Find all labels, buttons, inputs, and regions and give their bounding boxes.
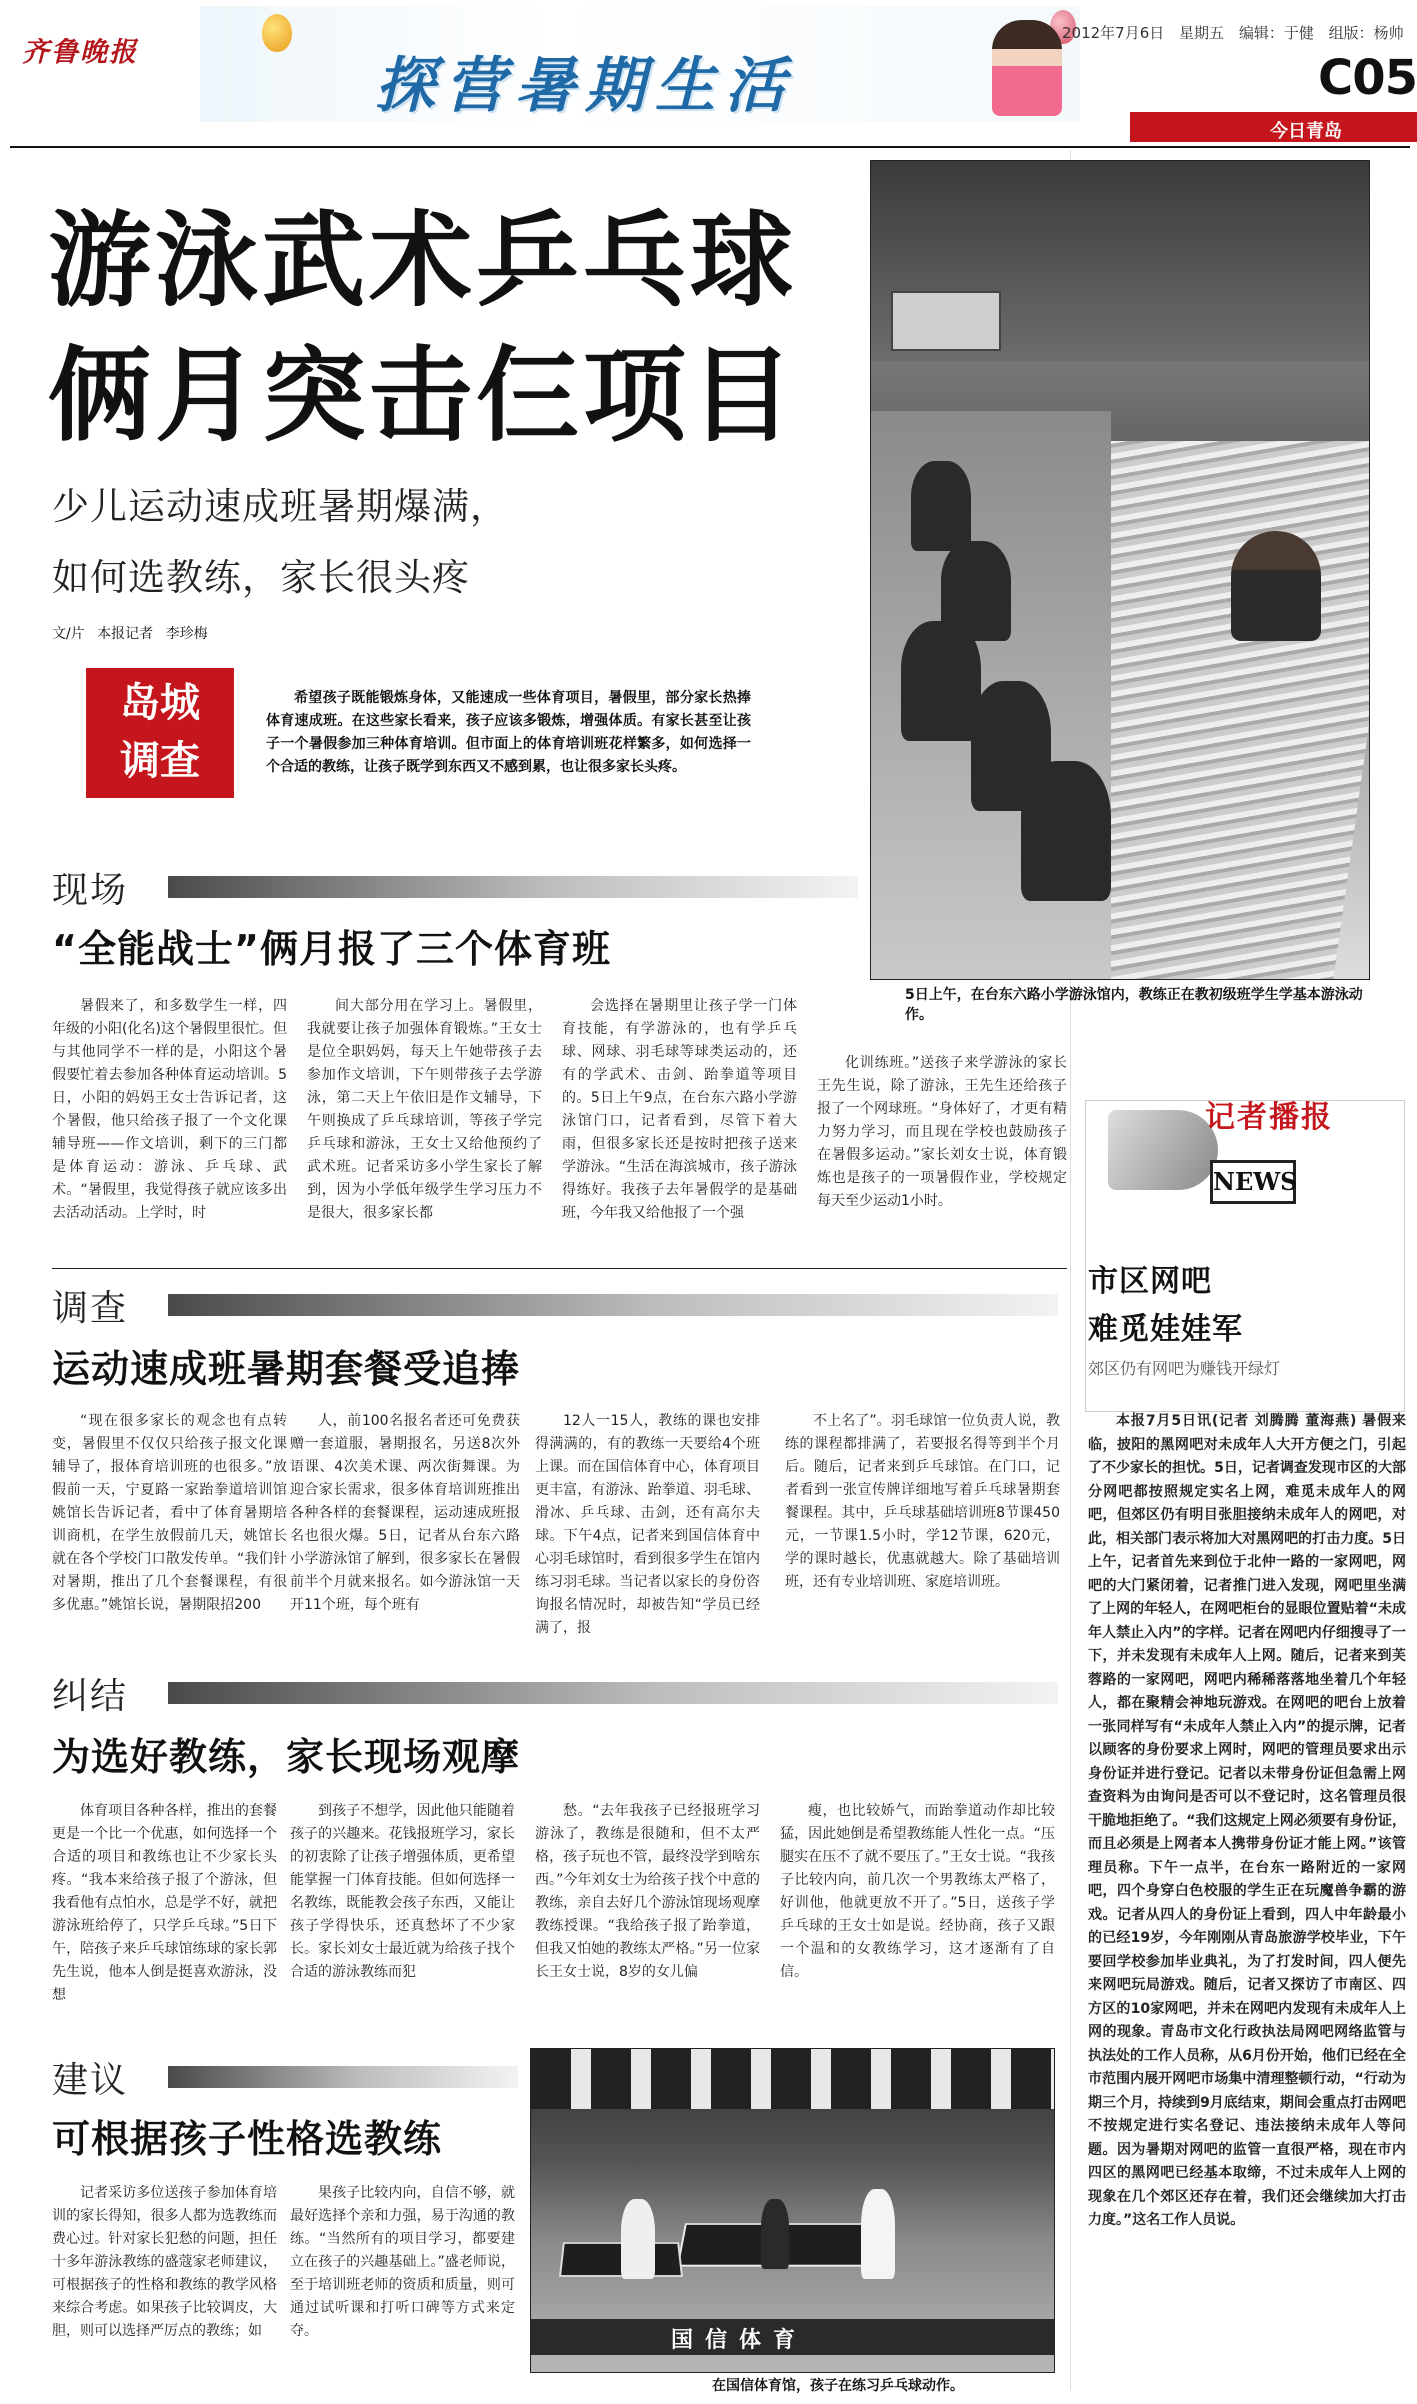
player-figure (621, 2199, 655, 2279)
section-title-dilemma: 为选好教练，家长现场观摩 (52, 1735, 521, 1779)
section-bar (168, 1682, 1058, 1704)
headline-line-2: 俩月突击仨项目 (48, 336, 797, 456)
table-tennis-photo (530, 2048, 1055, 2373)
sidebar-subtitle: 郊区仍有网吧为赚钱开绿灯 (1088, 1359, 1281, 1378)
article-column: 12人一15人，教练的课也安排得满满的，有的教练一天要给4个班上课。而在国信体育中心，体育项目更丰富，有游泳、跆拳道、羽毛球、滑冰、乒乓球、击剑，还有高尔夫球。下午4点，记者来到国信体育中心羽毛球馆时，看到很多学生在馆内练习羽毛球。当记者以家长的身份咨询报名情况时，却被告知“学员已经满了，报 (535, 1413, 760, 1636)
section-title-advice: 可根据孩子性格选教练 (52, 2117, 443, 2161)
banner-title: 探营暑期生活 (375, 51, 795, 121)
gym-banner (531, 2319, 1055, 2355)
section-tag-survey: 调查 (52, 1288, 129, 1329)
sidebar-title-line-2: 难觅娃娃军 (1088, 1312, 1243, 1347)
article-column: 到孩子不想学，因此他只能随着孩子的兴趣来。花钱报班学习，家长的初衷除了让孩子增强体质，更希望能掌握一门体育技能。但如何选择一名教练，既能教会孩子东西，又能让孩子学得快乐，还真愁坏了不少家长。家长刘女士最近就为给孩子找个合适的游泳教练而犯 (290, 1803, 515, 1980)
issue-weekday: 星期五 (1179, 24, 1225, 42)
column-stamp (86, 668, 234, 798)
section-title-survey: 运动速成班暑期套餐受追捧 (52, 1347, 521, 1391)
stamp-bottom-text: 调查 (120, 737, 200, 784)
article-column: “现在很多家长的观念也有点转变，暑假里不仅仅只给孩子报文化课辅导了，报体育培训班的也很多。”放假前一天，宁夏路一家跆拳道培训馆姚馆长告诉记者，看中了体育暑期培训商机，在学生放假前几天，姚馆长就在各个学校门口散发传单。“我们针对暑期，推出了几个套餐课程，有很多优惠。”姚馆长说，暑期限招200 (52, 1413, 287, 1613)
section-label: 今日青岛 (1130, 112, 1417, 142)
banner-girl-illustration (992, 20, 1062, 116)
article-column: 体育项目各种各样，推出的套餐更是一个比一个优惠，如何选择一个合适的项目和教练也让不少家长头疼。“我本来给孩子报了个游泳，但我看他有点怕水，总是学不好，就把游泳班给停了，只学乒乓球。”5日下午，陪孩子来乒乓球馆练球的家长郭先生说，他本人倒是挺喜欢游泳，没想 (52, 1803, 277, 2003)
page-number: C05 (1318, 50, 1417, 106)
megaphone-icon (1108, 1110, 1218, 1190)
subheadline-line-2: 如何选教练，家长很头疼 (52, 556, 470, 599)
article-column: 不上名了”。羽毛球馆一位负责人说，教练的课程都排满了，若要报名得等到半个月后。随后，记者来到乒乓球馆。在门口，记者看到一张宣传牌详细地写着乒乓球暑期套餐课程。其中，乒乓球基础培训班8节课450元，一节课1.5小时，学12节课，620元，学的课时越长，优惠就越大。除了基础培训班，还有专业培训班、家庭培训班。 (785, 1413, 1060, 1590)
article-column: 人，前100名报名者还可免费获赠一套道服，暑期报名，另送8次外语课、4次美术课、两次街舞课。为迎合家长需求，很多体育培训班推出各种各样的套餐课程，运动速成班报名也很火爆。5日，记者从台东六路小学游泳馆了解到，很多家长在暑假前半个月就来报名。如今游泳馆一天开11个班，每个班有 (290, 1413, 520, 1613)
page-meta (1062, 22, 1414, 43)
table-tennis-caption: 在国信体育馆，孩子在练习乒乓球动作。 (712, 2378, 964, 2394)
section-tag-dilemma: 纠结 (52, 1676, 129, 1717)
balloon-icon (262, 14, 292, 52)
swimming-pool-photo (870, 160, 1370, 980)
gym-ceiling-lights (531, 2049, 1055, 2109)
section-bar (168, 1294, 1058, 1316)
section-tag-scene: 现场 (52, 870, 129, 911)
player-figure (861, 2189, 895, 2279)
swimming-photo-caption: 5日上午，在台东六路小学游泳馆内，教练正在教初级班学生学基本游泳动作。 (905, 987, 1363, 1023)
article-column: 果孩子比较内向，自信不够，就最好选择个亲和力强，易于沟通的教练。“当然所有的项目学习，都要建立在孩子的兴趣基础上。”盛老师说，至于培训班老师的资质和质量，则可通过试听课和打听口碑等方式来定夺。 (290, 2185, 515, 2339)
news-label: NEWS (1210, 1160, 1296, 1204)
coach-figure (1231, 531, 1321, 641)
byline: 文/片 本报记者 李珍梅 (52, 626, 208, 642)
section-divider (52, 1268, 1067, 1269)
masthead-rule (10, 146, 1410, 148)
section-bar (168, 2066, 518, 2088)
player-figure (761, 2199, 789, 2269)
subheadline-line-1: 少儿运动速成班暑期爆满， (52, 485, 508, 528)
lead-paragraph: 希望孩子既能锻炼身体，又能速成一些体育项目，暑假里，部分家长热捧体育速成班。在这些家长看来，孩子应该多锻炼，增强体质。有家长甚至让孩子一个暑假参加三种体育培训。但市面上的体育培训班花样繁多，如何选择一个合适的教练，让孩子既学到东西又不感到累，也让很多家长头疼。 (266, 690, 751, 775)
stamp-top-text: 岛城 (120, 679, 200, 726)
article-column: 会选择在暑期里让孩子学一门体育技能，有学游泳的，也有学乒乓球、网球、羽毛球等球类运动的，还有的学武术、击剑、跆拳道等项目的。5日上午9点，在台东六路小学游泳馆门口，记者看到，尽管下着大雨，但很多家长还是按时把孩子送来学游泳。“生活在海滨城市，孩子游泳得练好。我孩子去年暑假学的是基础班，今年我又给他报了一个强 (562, 998, 797, 1221)
swimmer-child (901, 621, 981, 741)
editor-credit: 编辑：于健 (1238, 24, 1314, 42)
gym-banner-text: 国信体育 (671, 2328, 808, 2353)
issue-date: 2012年7月6日 (1062, 24, 1165, 42)
article-column: 瘦，也比较娇气，而跆拳道动作却比较猛，因此她倒是希望教练能人性化一点。“压腿实在压不了就不要压了。”王女士说。“我孩子比较内向，前几次一个男教练太严格了，好训他，他就更放不开了。”5日，送孩子学乒乓球的王女士如是说。经协商，孩子又跟一个温和的女教练学习，这才逐渐有了自信。 (780, 1803, 1055, 1980)
section-title-scene: “全能战士”俩月报了三个体育班 (52, 927, 611, 971)
news-brief-badge: 记者播报 (1205, 1100, 1333, 1135)
newspaper-logo: 齐鲁晚报 (22, 37, 138, 68)
headline-line-1: 游泳武术乒乓球 (48, 201, 797, 321)
pool-wall-signs (891, 291, 1001, 351)
layout-credit: 组版：杨帅 (1328, 24, 1404, 42)
swimmer-child (911, 461, 971, 551)
section-tag-advice: 建议 (52, 2060, 129, 2101)
sidebar-article-body: 本报7月5日讯(记者 刘腾腾 董海燕) 暑假来临，披阳的黑网吧对未成年人大开方便之门，引起了不少家长的担忧。5日，记者调查发现市区的大部分网吧都按照规定实名上网，难觅未成年人的网吧，但郊区仍有明目张胆接纳未成年人的网吧，对此，相关部门表示将加大对黑网吧的打击力度。5日上午，记者首先来到位于北仲一路的一家网吧，网吧的大门紧闭着，记者推门进入发现，网吧里坐满了上网的年轻人，在网吧柜台的显眼位置贴着“未成年人禁止入内”的字样。记者在网吧内仔细搜寻了一下，并未发现有未成年人上网。随后，记者来到芙蓉路的一家网吧，网吧内稀稀落落地坐着几个年轻人，都在聚精会神地玩游戏。在网吧的吧台上放着一张同样写有“未成年人禁止入内”的提示牌，记者以顾客的身份要求上网时，网吧的管理员要求出示身份证并进行登记。记者以未带身份证但急需上网查资料为由询问是否可以不登记时，这名管理员很干脆地拒绝了。“我们这规定上网必须要有身份证，而且必须是上网者本人携带身份证才能上网。”该管理员称。下午一点半，在台东一路附近的一家网吧，四个身穿白色校服的学生正在玩魔兽争霸的游戏。记者从四人的身份证上看到，四人中年龄最小的已经19岁，今年刚刚从青岛旅游学校毕业，下午要回学校参加毕业典礼，为了打发时间，四人便先来网吧玩局游戏。随后，记者又探访了市南区、四方区的10家网吧，并未在网吧内发现有未成年人上网的现象。青岛市文化行政执法局网吧网络监管与执法处的工作人员称，从6月份开始，他们已经在全市范围内展开网吧市场集中清理整顿行动，“行动为期三个月，持续到9月底结束，期间会重点打击网吧不按规定进行实名登记、违法接纳未成年人等问题。因为暑期对网吧的监管一直很严格，现在市内四区的黑网吧已经基本取缔，不过未成年人上网的现象在几个郊区还存在着，我们还会继续加大打击力度。”这名工作人员说。 (1088, 1413, 1406, 2228)
section-bar (168, 876, 858, 898)
article-column: 记者采访多位送孩子参加体育培训的家长得知，很多人都为选教练而费心过。针对家长犯愁的问题，担任十多年游泳教练的盛蔻家老师建议，可根据孩子的性格和教练的教学风格来综合考虑。如果孩子比较调皮，大胆，则可以选择严厉点的教练；如 (52, 2185, 277, 2339)
article-column: 间大部分用在学习上。暑假里，我就要让孩子加强体育锻炼。”王女士是位全职妈妈，每天上午她带孩子去参加作文培训，下午则带孩子去学游泳，第二天上午依旧是作文辅导，下午则换成了乒乓球培训，等孩子学完乒乓球和游泳，王女士又给他预约了武术班。记者采访多小学生家长了解到，因为小学低年级学生学习压力不是很大，很多家长都 (307, 998, 542, 1221)
swimmer-child (1021, 761, 1111, 901)
sidebar-title-line-1: 市区网吧 (1088, 1264, 1212, 1299)
article-column: 暑假来了，和多数学生一样，四年级的小阳(化名)这个暑假里很忙。但与其他同学不一样的是，小阳这个暑假要忙着去参加各种体育运动培训。5日，小阳的妈妈王女士告诉记者，这个暑假，他只给孩子报了一个文化课辅导班——作文培训，剩下的三门都是体育运动：游泳、乒乓球、武术。“暑假里，我觉得孩子就应该多出去活动活动。上学时，时 (52, 998, 287, 1221)
article-column: 愁。“去年我孩子已经报班学习游泳了，教练是很随和，但不太严格，孩子玩也不管，最终没学到啥东西。”今年刘女士为给孩子找个中意的教练，亲自去好几个游泳馆现场观摩教练授课。“我给孩子报了跆拳道，但我又怕她的教练太严格。”另一位家长王女士说，8岁的女儿偏 (535, 1803, 760, 1980)
article-column: 化训练班。”送孩子来学游泳的家长王先生说，除了游泳，王先生还给孩子报了一个网球班。“身体好了，才更有精力努力学习，而且现在学校也鼓励孩子在暑假多运动。”家长刘女士说，体育锻炼也是孩子的一项暑假作业，学校规定每天至少运动1小时。 (817, 1055, 1067, 1209)
